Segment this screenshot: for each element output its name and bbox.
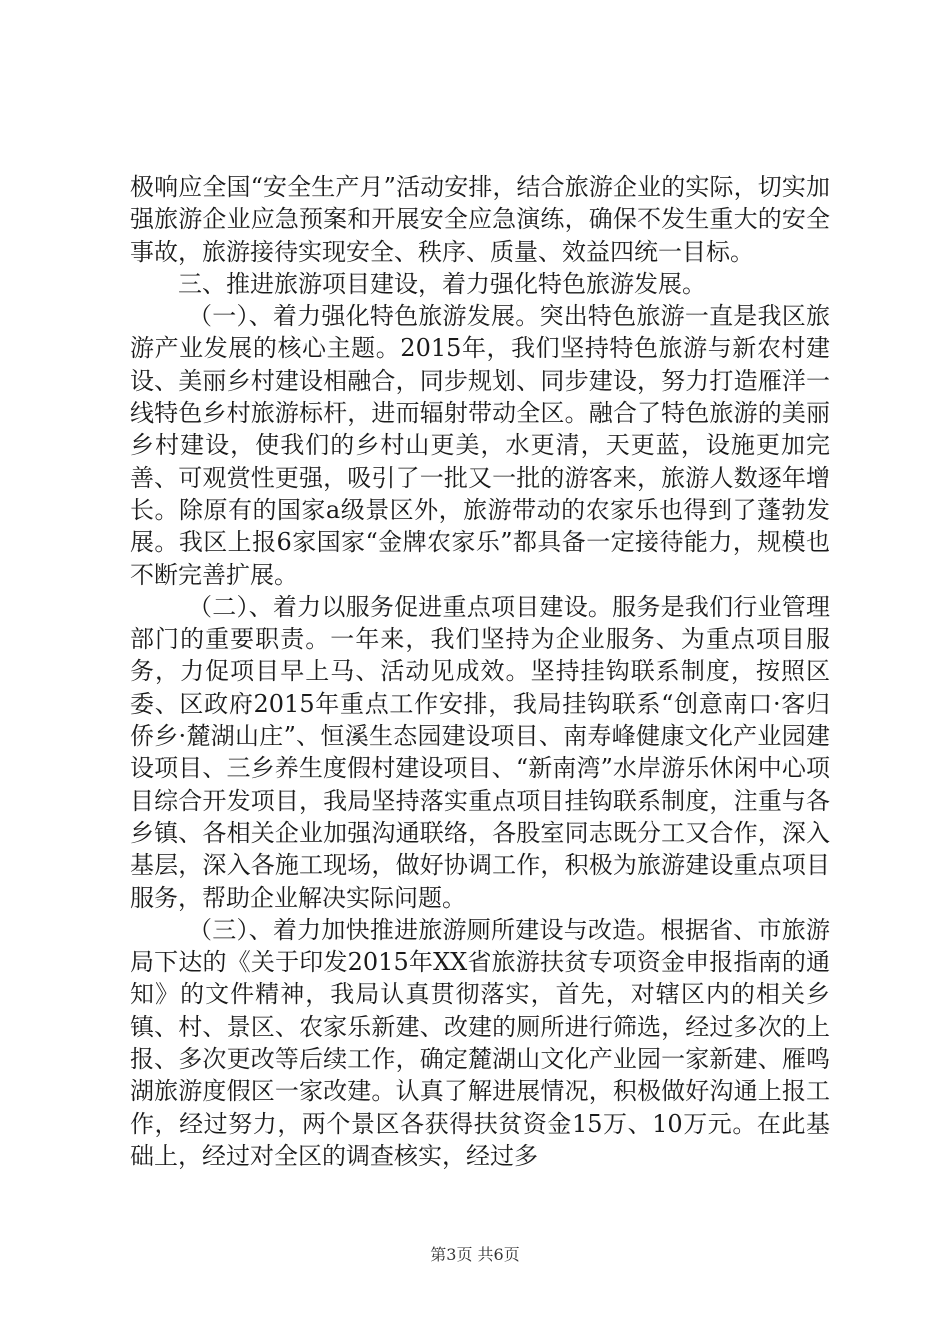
section-heading-tourism-projects: 三、推进旅游项目建设，着力强化特色旅游发展。: [178, 269, 706, 298]
paragraph-tourism-toilets: （三）、着力加快推进旅游厕所建设与改造。根据省、市旅游局下达的《关于印发2015年XX省旅游扶贫专项资金申报指南的通知》的文件精神，我局认真贯彻落实，首先，对辖区内的相关乡镇、村、景区、农家乐新建、改建的厕所进行筛选，经过多次的上报、多次更改等后续工作，确定麓湖山文化产业园一家新建、雁鸣湖旅游度假区一家改建。认真了解进展情况，积极做好沟通上报工作，经过努力，两个景区各获得扶贫资金15万、10万元。在此基础上，经过对全区的调查核实，经过多: [130, 915, 830, 1170]
page-number-footer: 第3页 共6页: [430, 1245, 520, 1264]
paragraph-key-projects: （二）、着力以服务促进重点项目建设。服务是我们行业管理部门的重要职责。一年来，我们坚持为企业服务、为重点项目服务，力促项目早上马、活动见成效。坚持挂钩联系制度，按照区委、区政府2015年重点工作安排，我局挂钩联系“创意南口·客归侨乡·麓湖山庄”、恒溪生态园建设项目、南寿峰健康文化产业园建设项目、三乡养生度假村建设项目、“新南湾”水岸游乐休闲中心项目综合开发项目，我局坚持落实重点项目挂钩联系制度，注重与各乡镇、各相关企业加强沟通联络，各股室同志既分工又合作，深入基层，深入各施工现场，做好协调工作，积极为旅游建设重点项目服务，帮助企业解决实际问题。: [130, 592, 830, 912]
paragraph-safety-month: 极响应全国“安全生产月”活动安排，结合旅游企业的实际，切实加强旅游企业应急预案和开展安全应急演练，确保不发生重大的安全事故，旅游接待实现安全、秩序、质量、效益四统一目标。: [130, 173, 830, 266]
paragraph-special-tourism: （一）、着力强化特色旅游发展。突出特色旅游一直是我区旅游产业发展的核心主题。2015年，我们坚持特色旅游与新农村建设、美丽乡村建设相融合，同步规划、同步建设，努力打造雁洋一线特色乡村旅游标杆，进而辐射带动全区。融合了特色旅游的美丽乡村建设，使我们的乡村山更美，水更清，天更蓝，设施更加完善、可观赏性更强，吸引了一批又一批的游客来，旅游人数逐年增长。除原有的国家a级景区外，旅游带动的农家乐也得到了蓬勃发展。我区上报6家国家“金牌农家乐”都具备一定接待能力，规模也不断完善扩展。: [130, 302, 830, 589]
document-body: [130, 171, 830, 1172]
